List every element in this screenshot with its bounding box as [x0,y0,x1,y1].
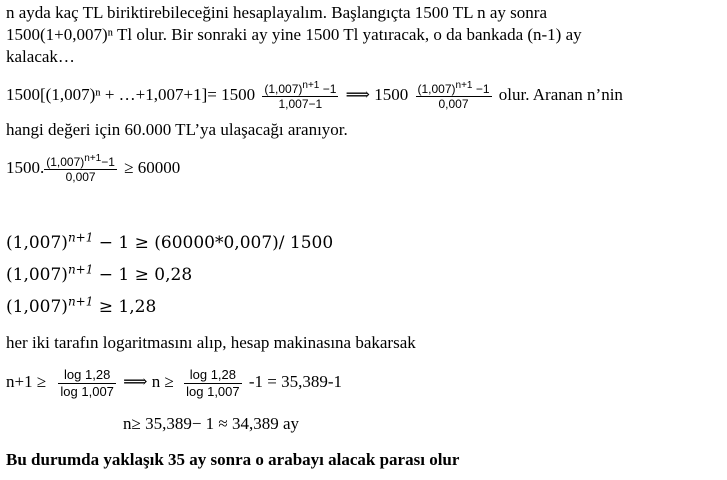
step1-rest: − 1 ≥ (60000*0,007)/ 1500 [93,233,334,253]
equation2-fraction2 [184,367,242,400]
inequality1-den: 0,007 [65,169,96,184]
step3 [6,294,157,317]
equation1-frac1-num: (1,007) [264,81,303,96]
equation2-frac1-den: log 1,007 [60,383,114,399]
equation1-frac1-den: 1,007−1 [278,96,323,111]
inequality1 [6,150,180,186]
equation1-fraction1 [262,79,338,111]
inequality1-lhs: 1500. [6,158,45,177]
equation1-fraction2 [416,79,492,111]
equation1-frac2-den: 0,007 [438,96,469,111]
step2-exp: n+1 [67,262,94,277]
equation2-frac1-num: log 1,28 [58,367,116,384]
equation2-frac2-num: log 1,28 [184,367,242,384]
equation2 [6,363,342,401]
step3-base: (1,007) [6,297,68,317]
equation1-tail: olur. Aranan n’nin [498,85,623,104]
equation1-implies: ⟹ 1500 [345,85,409,104]
equation2-rhs: -1 = 35,389-1 [248,372,343,391]
equation2-frac2-den: log 1,007 [186,383,240,399]
inequality1-fraction [44,152,117,184]
equation1-frac1-tail: −1 [319,81,337,96]
step2-rest: − 1 ≥ 0,28 [93,265,193,285]
equation2-fraction1 [58,367,116,400]
conclusion: Bu durumda yaklaşık 35 ay sonra o arabayı alacak parası olur [6,450,460,469]
equation1-frac2-num: (1,007) [417,81,456,96]
step2-base: (1,007) [6,265,68,285]
equation2-implies: ⟹ n ≥ [123,372,174,391]
equation1-lhs: 1500[(1,007)ⁿ + …+1,007+1]= 1500 [6,85,256,104]
step3-exp: n+1 [67,294,94,309]
step1 [6,230,334,253]
inequality1-rhs: ≥ 60000 [124,158,181,177]
equation1 [6,78,623,112]
paragraph1-line2: 1500(1+0,007)ⁿ Tl olur. Bir sonraki ay yine 1500 Tl yatıracak, o da bankada (n-1) ay [6,25,582,44]
inequality1-num: (1,007) [46,154,85,169]
step3-rest: ≥ 1,28 [93,297,157,317]
step1-exp: n+1 [67,230,94,245]
equation1-frac2-exp: n+1 [455,79,473,91]
result: n≥ 35,389− 1 ≈ 34,389 ay [123,414,300,433]
paragraph3: her iki tarafın logaritmasını alıp, hesap makinasına bakarsak [6,333,416,352]
equation2-lhs: n+1 ≥ [6,372,47,391]
step2 [6,262,193,285]
step1-base: (1,007) [6,233,68,253]
paragraph2: hangi değeri için 60.000 TL’ya ulaşacağı aranıyor. [6,120,348,139]
paragraph1-line3: kalacak… [6,47,75,66]
equation1-frac2-tail: −1 [472,81,490,96]
paragraph1-line1: n ayda kaç TL biriktirebileceğini hesaplayalım. Başlangıçta 1500 TL n ay sonra [6,3,547,22]
inequality1-num-tail: −1 [101,154,115,169]
inequality1-num-exp: n+1 [84,152,102,164]
equation1-frac1-exp: n+1 [302,79,320,91]
